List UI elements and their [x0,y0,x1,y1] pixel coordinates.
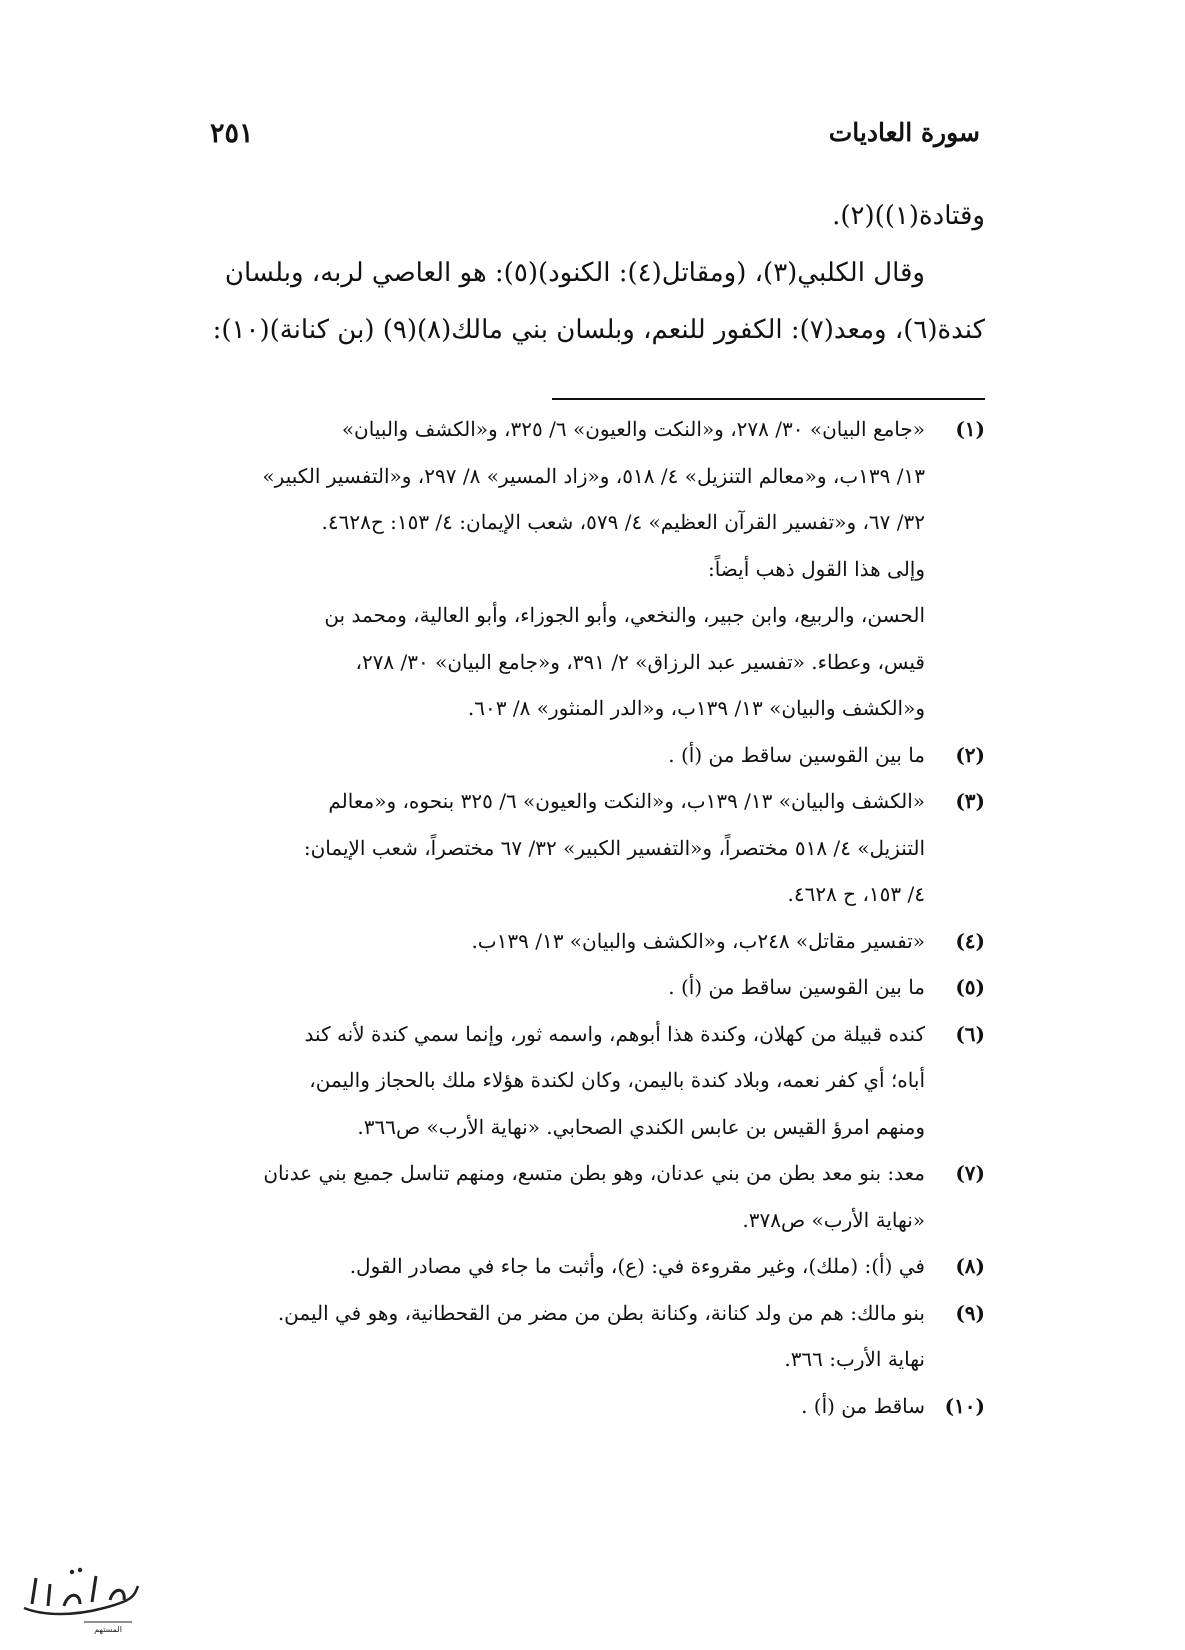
page-header [210,118,980,168]
footnote-line: الحسن، والربيع، وابن جبير، والنخعي، وأبو الجوزاء، وأبو العالية، ومحمد بن [324,603,925,627]
footnote-number: (٤) [955,928,985,953]
footnote-line: التنزيل» ٤/ ٥١٨ مختصراً، و«التفسير الكبير» ٣٢/ ٦٧ مختصراً، شعب الإيمان: [303,835,925,860]
footnote-line: «تفسير مقاتل» ٢٤٨ب، و«الكشف والبيان» ١٣/ ١٣٩ب. [471,928,925,953]
footnote-line: وإلى هذا القول ذهب أيضاً: [707,556,925,581]
main-text [140,188,985,359]
footnote-line: قيس، وعطاء. «تفسير عبد الرزاق» ٢/ ٣٩١، و«جامع البيان» ٣٠/ ٢٧٨، [355,649,925,674]
footnote-line: «نهاية الأرب» ص٣٧٨. [742,1207,925,1232]
main-text-line: وقتادة(١))(٢). [832,201,985,231]
footnote-number: (٧) [955,1161,985,1185]
footnote-line: ما بين القوسين ساقط من (أ) . [668,742,925,767]
footnote-line: و«الكشف والبيان» ١٣/ ١٣٩ب، و«الدر المنثور» ٨/ ٦٠٣. [467,696,925,720]
footnote-line: نهاية الأرب: ٣٦٦. [784,1347,925,1371]
footnote-number: (٦) [955,1021,985,1046]
surah-title: سورة العاديات [828,118,980,147]
footnote-number: (٥) [955,975,985,999]
footnote-line: ومنهم امرؤ القيس بن عابس الكندي الصحابي. «نهاية الأرب» ص٣٦٦. [357,1114,925,1139]
footnote-line: ١٣/ ١٣٩ب، و«معالم التنزيل» ٤/ ٥١٨، و«زاد المسير» ٨/ ٢٩٧، و«التفسير الكبير» [262,463,925,488]
page-number: ٢٥١ [210,118,254,149]
footnote [140,1011,985,1151]
footnote-number: (٩) [955,1300,985,1325]
footnotes [140,406,985,1429]
footnote [140,732,985,779]
publisher-logo-icon [14,1556,144,1636]
footnote-line: معد: بنو معد بطن من بني عدنان، وهو بطن متسع، ومنهم تناسل جميع بني عدنان [263,1161,925,1185]
svg-text:المستهم: المستهم [94,1625,122,1634]
footnote [140,1383,985,1430]
footnote-line: ساقط من (أ) . [801,1393,925,1418]
footnote [140,964,985,1011]
footnote-number: (٢) [955,742,985,767]
main-text-line: كندة(٦)، ومعد(٧): الكفور للنعم، وبلسان بني مالك(٨)(٩) (بن كنانة)(١٠): [212,315,985,345]
footnote-line: ما بين القوسين ساقط من (أ) . [668,975,925,999]
footnote-number: (٣) [955,789,985,813]
footnote-line: كنده قبيلة من كهلان، وكندة هذا أبوهم، واسمه ثور، وإنما سمي كندة لأنه كند [304,1021,925,1046]
footnote-separator [552,398,985,400]
footnote-line: في (أ): (ملك)، وغير مقروءة في: (ع)، وأثبت ما جاء في مصادر القول. [349,1254,925,1278]
footnote-line: أباه؛ أي كفر نعمه، وبلاد كندة باليمن، وكان لكندة هؤلاء ملك بالحجاز واليمن، [309,1068,925,1092]
footnote-number: (١) [955,417,985,441]
footnote [140,778,985,918]
footnote-number: (١٠) [944,1393,985,1418]
footnote [140,1150,985,1243]
footnote-number: (٨) [955,1254,985,1278]
footnote [140,406,985,732]
footnote-line: ٣٢/ ٦٧، و«تفسير القرآن العظيم» ٤/ ٥٧٩، شعب الإيمان: ٤/ ١٥٣: ح٤٦٢٨. [321,510,925,534]
main-text-line: وقال الكلبي(٣)، (ومقاتل(٤): الكنود)(٥): هو العاصي لربه، وبلسان [224,258,925,288]
footnote [140,1290,985,1383]
footnote [140,1243,985,1290]
footnote-line: بنو مالك: هم من ولد كنانة، وكنانة بطن من مضر من القحطانية، وهو في اليمن. [277,1300,925,1325]
footnote-line: ٤/ ١٥٣، ح ٤٦٢٨. [787,882,925,906]
footnote [140,918,985,965]
footnote-line: «جامع البيان» ٣٠/ ٢٧٨، و«النكت والعيون» ٦/ ٣٢٥، و«الكشف والبيان» [341,417,925,441]
footnote-line: «الكشف والبيان» ١٣/ ١٣٩ب، و«النكت والعيون» ٦/ ٣٢٥ بنحوه، و«معالم [328,789,925,813]
